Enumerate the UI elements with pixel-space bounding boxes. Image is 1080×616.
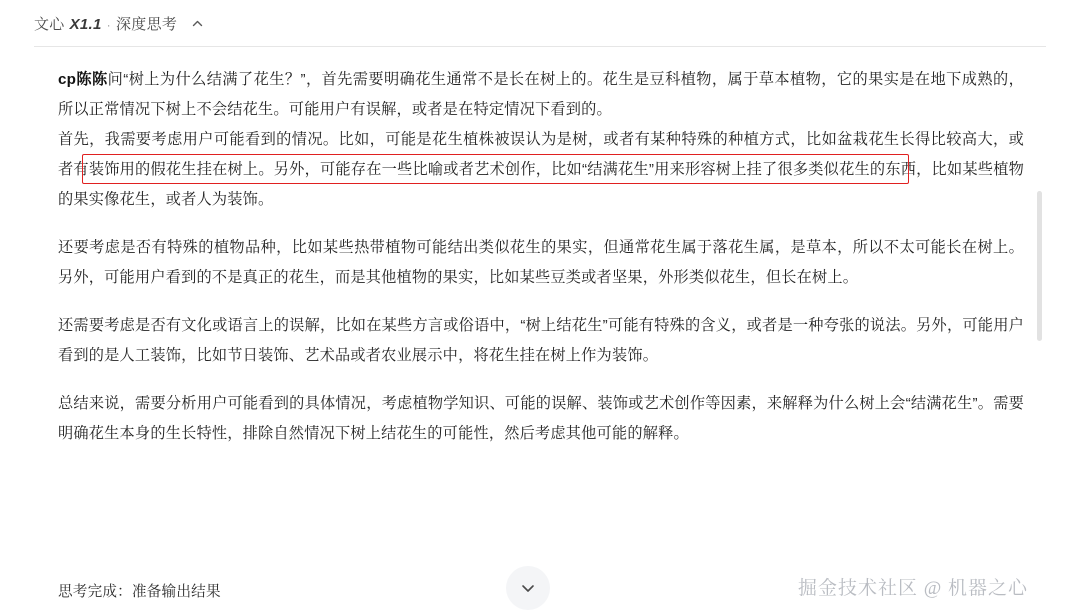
model-version: X1.1 xyxy=(69,15,102,33)
scrollbar-track[interactable] xyxy=(1039,99,1044,599)
thinking-mode-label: 深度思考 xyxy=(115,15,178,33)
thinking-paragraph: 还要考虑是否有特殊的植物品种，比如某些热带植物可能结出类似花生的果实，但通常花生属于落花生属，是草本，所以不太可能长在树上。另外，可能用户看到的不是真正的花生，而是其他植物的果实，比如某些豆类或者坚果，外形类似花生，但长在树上。 xyxy=(58,239,1024,286)
collapse-button[interactable] xyxy=(506,566,550,610)
brand-separator: · xyxy=(106,17,111,32)
thinking-paragraph: 还需要考虑是否有文化或语言上的误解，比如在某些方言或俗语中，“树上结花生”可能有特殊的含义，或者是一种夸张的说法。另外，可能用户看到的是人工装饰，比如节日装饰、艺术品或者农业展示中，将花生挂在树上作为装饰。 xyxy=(58,317,1024,364)
watermark: 掘金技术社区 @ 机器之心 xyxy=(798,578,1028,599)
thinking-paragraph: 总结来说，需要分析用户可能看到的具体情况，考虑植物学知识、可能的误解、装饰或艺术创作等因素，来解释为什么树上会“结满花生”。需要明确花生本身的生长特性，排除自然情况下树上结花生的可能性，然后考虑其他可能的解释。 xyxy=(58,395,1024,442)
thinking-paragraph xyxy=(58,65,1024,125)
brand-name: 文心 xyxy=(34,15,65,33)
speaker-label: cp陈陈 xyxy=(58,71,108,88)
scrollbar-thumb[interactable] xyxy=(1037,191,1042,341)
model-brand[interactable] xyxy=(34,13,204,34)
chevron-up-icon[interactable] xyxy=(191,17,204,30)
first-paragraph-wrap xyxy=(58,65,1024,125)
chevron-down-icon xyxy=(518,578,538,598)
thinking-status: 思考完成：准备输出结果 xyxy=(58,584,221,600)
paragraph-text: 问“树上为什么结满了花生？”，首先需要明确花生通常不是长在树上的。花生是豆科植物，属于草本植物，它的果实是在地下成熟的，所以正常情况下树上不会结花生。可能用户有误解，或者是在特定情况下看到的。 xyxy=(58,71,1024,118)
thinking-panel xyxy=(34,46,1046,616)
thinking-paragraph: 首先，我需要考虑用户可能看到的情况。比如，可能是花生植株被误认为是树，或者有某种特殊的种植方式，比如盆栽花生长得比较高大，或者有装饰用的假花生挂在树上。另外，可能存在一些比喻或者艺术创作，比如“结满花生”用来形容树上挂了很多类似花生的东西，比如某些植物的果实像花生，或者人为装饰。 xyxy=(58,131,1024,208)
model-header xyxy=(0,0,1080,46)
thinking-footer xyxy=(34,560,1046,616)
